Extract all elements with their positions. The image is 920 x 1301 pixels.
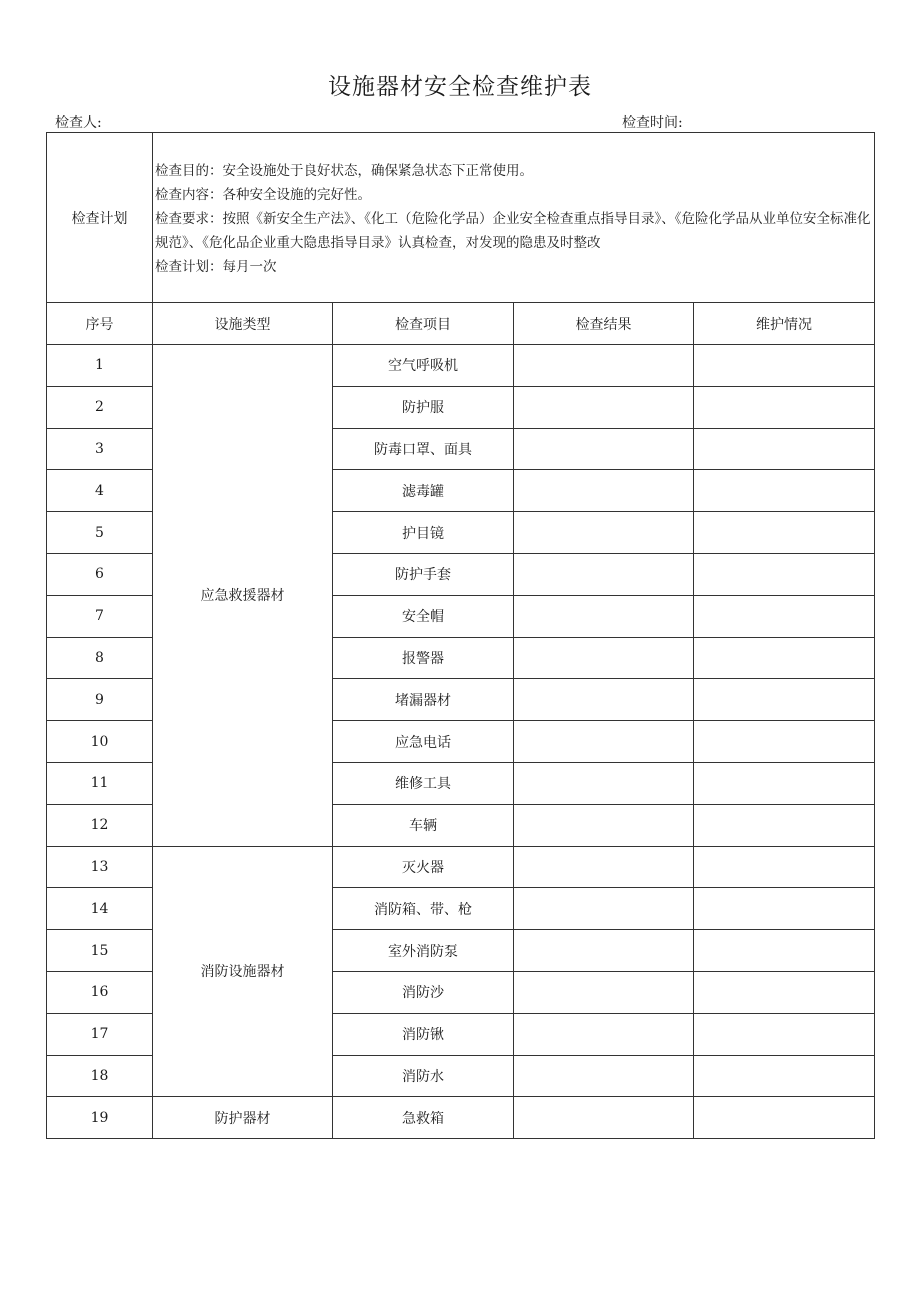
row-number: 12 (47, 804, 153, 846)
plan-purpose: 检查目的：安全设施处于良好状态，确保紧急状态下正常使用。 (155, 163, 533, 179)
inspection-item: 灭火器 (333, 846, 514, 888)
maintenance-cell[interactable] (694, 386, 875, 428)
maintenance-cell[interactable] (694, 1055, 875, 1097)
maintenance-cell[interactable] (694, 930, 875, 972)
inspection-item: 安全帽 (333, 595, 514, 637)
inspection-result-cell[interactable] (514, 595, 694, 637)
row-number: 14 (47, 888, 153, 930)
inspector-label: 检查人: (55, 115, 102, 131)
plan-label: 检查计划 (47, 133, 153, 303)
row-number: 19 (47, 1097, 153, 1139)
row-number: 1 (47, 345, 153, 387)
row-number: 11 (47, 762, 153, 804)
header-maintenance: 维护情况 (694, 303, 875, 345)
maintenance-cell[interactable] (694, 1097, 875, 1139)
maintenance-cell[interactable] (694, 595, 875, 637)
maintenance-cell[interactable] (694, 888, 875, 930)
inspection-result-cell[interactable] (514, 386, 694, 428)
row-number: 3 (47, 428, 153, 470)
header-row (47, 303, 875, 345)
inspection-item: 防毒口罩、面具 (333, 428, 514, 470)
table-row (47, 345, 875, 387)
maintenance-cell[interactable] (694, 345, 875, 387)
row-number: 13 (47, 846, 153, 888)
plan-frequency: 检查计划：每月一次 (155, 259, 277, 275)
plan-content (153, 133, 875, 303)
inspection-result-cell[interactable] (514, 721, 694, 763)
inspection-time-label: 检查时间: (622, 115, 683, 131)
inspection-result-cell[interactable] (514, 1097, 694, 1139)
inspection-item: 车辆 (333, 804, 514, 846)
inspection-item: 急救箱 (333, 1097, 514, 1139)
row-number: 8 (47, 637, 153, 679)
inspection-item: 防护服 (333, 386, 514, 428)
maintenance-cell[interactable] (694, 512, 875, 554)
inspection-item: 维修工具 (333, 762, 514, 804)
page-title: 设施器材安全检查维护表 (328, 74, 592, 100)
row-number: 18 (47, 1055, 153, 1097)
inspection-item: 滤毒罐 (333, 470, 514, 512)
maintenance-cell[interactable] (694, 804, 875, 846)
inspection-result-cell[interactable] (514, 971, 694, 1013)
maintenance-cell[interactable] (694, 679, 875, 721)
row-number: 6 (47, 553, 153, 595)
inspection-result-cell[interactable] (514, 512, 694, 554)
inspection-result-cell[interactable] (514, 846, 694, 888)
maintenance-cell[interactable] (694, 428, 875, 470)
plan-row (47, 133, 875, 303)
inspection-result-cell[interactable] (514, 679, 694, 721)
inspection-item: 消防沙 (333, 971, 514, 1013)
row-number: 10 (47, 721, 153, 763)
inspection-result-cell[interactable] (514, 804, 694, 846)
inspection-item: 消防锹 (333, 1013, 514, 1055)
table-row (47, 846, 875, 888)
maintenance-cell[interactable] (694, 470, 875, 512)
maintenance-cell[interactable] (694, 762, 875, 804)
facility-category: 应急救援器材 (153, 345, 333, 847)
inspection-result-cell[interactable] (514, 345, 694, 387)
inspection-result-cell[interactable] (514, 888, 694, 930)
inspection-item: 空气呼吸机 (333, 345, 514, 387)
inspection-item: 防护手套 (333, 553, 514, 595)
inspection-result-cell[interactable] (514, 1013, 694, 1055)
header-result: 检查结果 (514, 303, 694, 345)
header-category: 设施类型 (153, 303, 333, 345)
inspection-table (46, 132, 875, 1139)
inspection-result-cell[interactable] (514, 553, 694, 595)
plan-requirement: 检查要求：按照《新安全生产法》、《化工（危险化学品）企业安全检查重点指导目录》、《危险化学品从业单位安全标准化规范》、《危化品企业重大隐患指导目录》认真检查，对发现的隐患及时整改 (155, 211, 871, 251)
row-number: 17 (47, 1013, 153, 1055)
inspection-item: 护目镜 (333, 512, 514, 554)
header-no: 序号 (47, 303, 153, 345)
row-number: 7 (47, 595, 153, 637)
inspection-result-cell[interactable] (514, 762, 694, 804)
row-number: 15 (47, 930, 153, 972)
row-number: 4 (47, 470, 153, 512)
maintenance-cell[interactable] (694, 971, 875, 1013)
inspection-item: 消防水 (333, 1055, 514, 1097)
facility-category: 消防设施器材 (153, 846, 333, 1097)
maintenance-cell[interactable] (694, 1013, 875, 1055)
maintenance-cell[interactable] (694, 721, 875, 763)
inspection-item: 堵漏器材 (333, 679, 514, 721)
inspection-item: 消防箱、带、枪 (333, 888, 514, 930)
facility-category: 防护器材 (153, 1097, 333, 1139)
inspection-result-cell[interactable] (514, 470, 694, 512)
inspection-result-cell[interactable] (514, 637, 694, 679)
maintenance-cell[interactable] (694, 846, 875, 888)
inspection-item: 室外消防泵 (333, 930, 514, 972)
row-number: 5 (47, 512, 153, 554)
row-number: 9 (47, 679, 153, 721)
row-number: 2 (47, 386, 153, 428)
inspection-result-cell[interactable] (514, 428, 694, 470)
maintenance-cell[interactable] (694, 637, 875, 679)
inspection-item: 报警器 (333, 637, 514, 679)
inspection-result-cell[interactable] (514, 1055, 694, 1097)
inspection-item: 应急电话 (333, 721, 514, 763)
maintenance-cell[interactable] (694, 553, 875, 595)
table-row (47, 1097, 875, 1139)
row-number: 16 (47, 971, 153, 1013)
inspection-result-cell[interactable] (514, 930, 694, 972)
header-item: 检查项目 (333, 303, 514, 345)
plan-content-line: 检查内容：各种安全设施的完好性。 (155, 187, 371, 203)
